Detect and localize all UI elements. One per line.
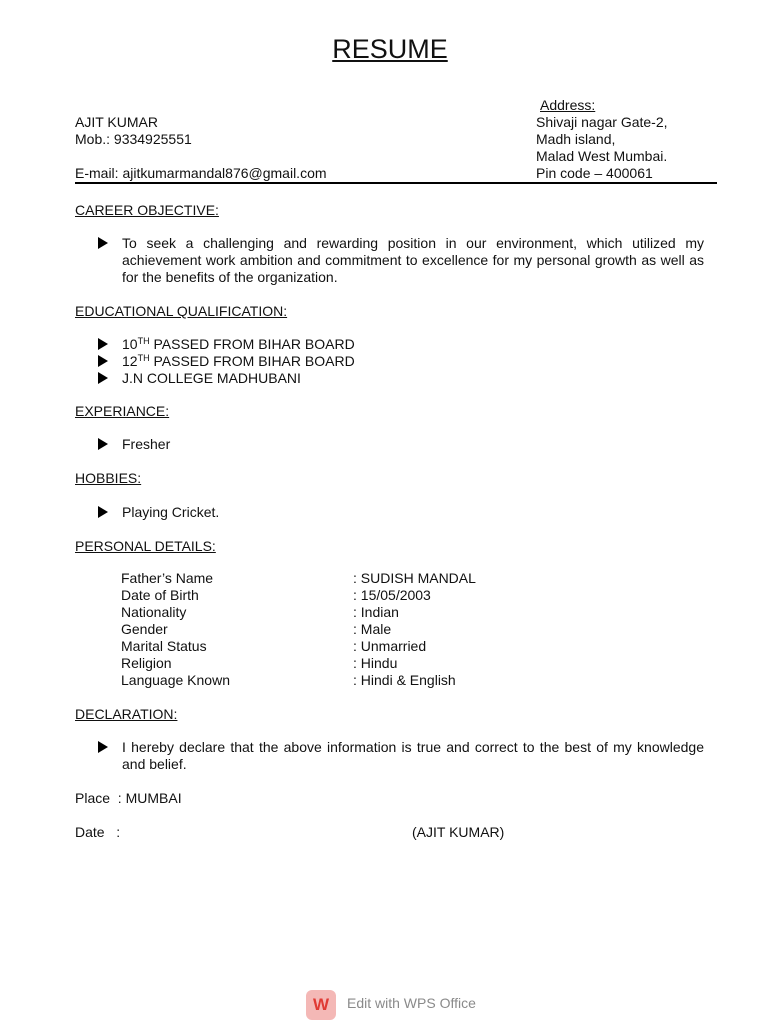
career-objective-text: To seek a challenging and rewarding position in our environment, which utilized my achievement work ambition and commitment to excellence for my personal growth as well as for the benefits of the organization. (122, 235, 704, 285)
detail-value: : Male (353, 621, 392, 637)
mobile-number: Mob.: 9334925551 (75, 131, 192, 147)
grade-number: 12 (122, 353, 138, 369)
education-list (98, 336, 598, 387)
detail-label: Religion (121, 655, 172, 671)
hobby-text: Playing Cricket. (122, 504, 220, 520)
education-heading: EDUCATIONAL QUALIFICATION: (75, 303, 288, 319)
address-heading: Address: (540, 97, 596, 113)
detail-label: Father’s Name (121, 570, 214, 586)
list-item (98, 336, 598, 353)
arrow-bullet-icon (98, 338, 108, 350)
detail-row (121, 587, 521, 604)
experience-heading: EXPERIANCE: (75, 403, 170, 419)
place-label: Place : (75, 790, 126, 806)
experience-text: Fresher (122, 436, 171, 452)
detail-row (121, 672, 521, 689)
email-address: E-mail: ajitkumarmandal876@gmail.com (75, 165, 327, 181)
declaration-text: I hereby declare that the above information is true and correct to the best of my knowledge and belief. (122, 739, 704, 772)
candidate-name: AJIT KUMAR (75, 114, 158, 130)
detail-value: : Hindi & English (353, 672, 456, 688)
detail-value: : Unmarried (353, 638, 427, 654)
wps-edit-link[interactable]: Edit with WPS Office (347, 995, 476, 1011)
education-text: PASSED FROM BIHAR BOARD (149, 353, 355, 369)
wps-logo-icon[interactable]: W (306, 990, 336, 1020)
detail-label: Gender (121, 621, 168, 637)
detail-label: Nationality (121, 604, 187, 620)
detail-row (121, 570, 521, 587)
page-title: RESUME (332, 34, 448, 64)
date-label: Date : (75, 824, 121, 840)
career-objective-heading: CAREER OBJECTIVE: (75, 202, 219, 218)
address-line: Madh island, (536, 131, 616, 147)
signature-name: (AJIT KUMAR) (412, 824, 505, 840)
arrow-bullet-icon (98, 438, 108, 450)
career-objective-list (98, 235, 704, 286)
grade-suffix: TH (137, 336, 150, 346)
place-line (75, 790, 182, 807)
list-item (98, 353, 598, 370)
declaration-heading: DECLARATION: (75, 706, 178, 722)
header-divider (75, 182, 717, 184)
arrow-bullet-icon (98, 355, 108, 367)
education-text: J.N COLLEGE MADHUBANI (122, 370, 301, 386)
detail-label: Language Known (121, 672, 230, 688)
declaration-list (98, 739, 704, 773)
list-item (98, 436, 598, 453)
detail-value: : Hindu (353, 655, 398, 671)
detail-label: Marital Status (121, 638, 207, 654)
grade-number: 10 (122, 336, 138, 352)
list-item (98, 370, 598, 387)
address-line: Malad West Mumbai. (536, 148, 668, 164)
address-line: Pin code – 400061 (536, 165, 653, 181)
detail-row (121, 655, 521, 672)
detail-label: Date of Birth (121, 587, 199, 603)
arrow-bullet-icon (98, 506, 108, 518)
detail-value: : SUDISH MANDAL (353, 570, 476, 586)
arrow-bullet-icon (98, 372, 108, 384)
arrow-bullet-icon (98, 237, 108, 249)
detail-value: : Indian (353, 604, 399, 620)
address-line: Shivaji nagar Gate-2, (536, 114, 668, 130)
hobbies-list (98, 504, 598, 521)
detail-row (121, 638, 521, 655)
detail-row (121, 621, 521, 638)
detail-value: : 15/05/2003 (353, 587, 431, 603)
detail-row (121, 604, 521, 621)
education-text: PASSED FROM BIHAR BOARD (149, 336, 355, 352)
place-value: MUMBAI (125, 790, 182, 806)
grade-suffix: TH (137, 353, 150, 363)
arrow-bullet-icon (98, 741, 108, 753)
hobbies-heading: HOBBIES: (75, 470, 142, 486)
list-item (98, 739, 704, 773)
list-item (98, 504, 598, 521)
list-item (98, 235, 704, 286)
experience-list (98, 436, 598, 453)
personal-details-heading: PERSONAL DETAILS: (75, 538, 216, 554)
